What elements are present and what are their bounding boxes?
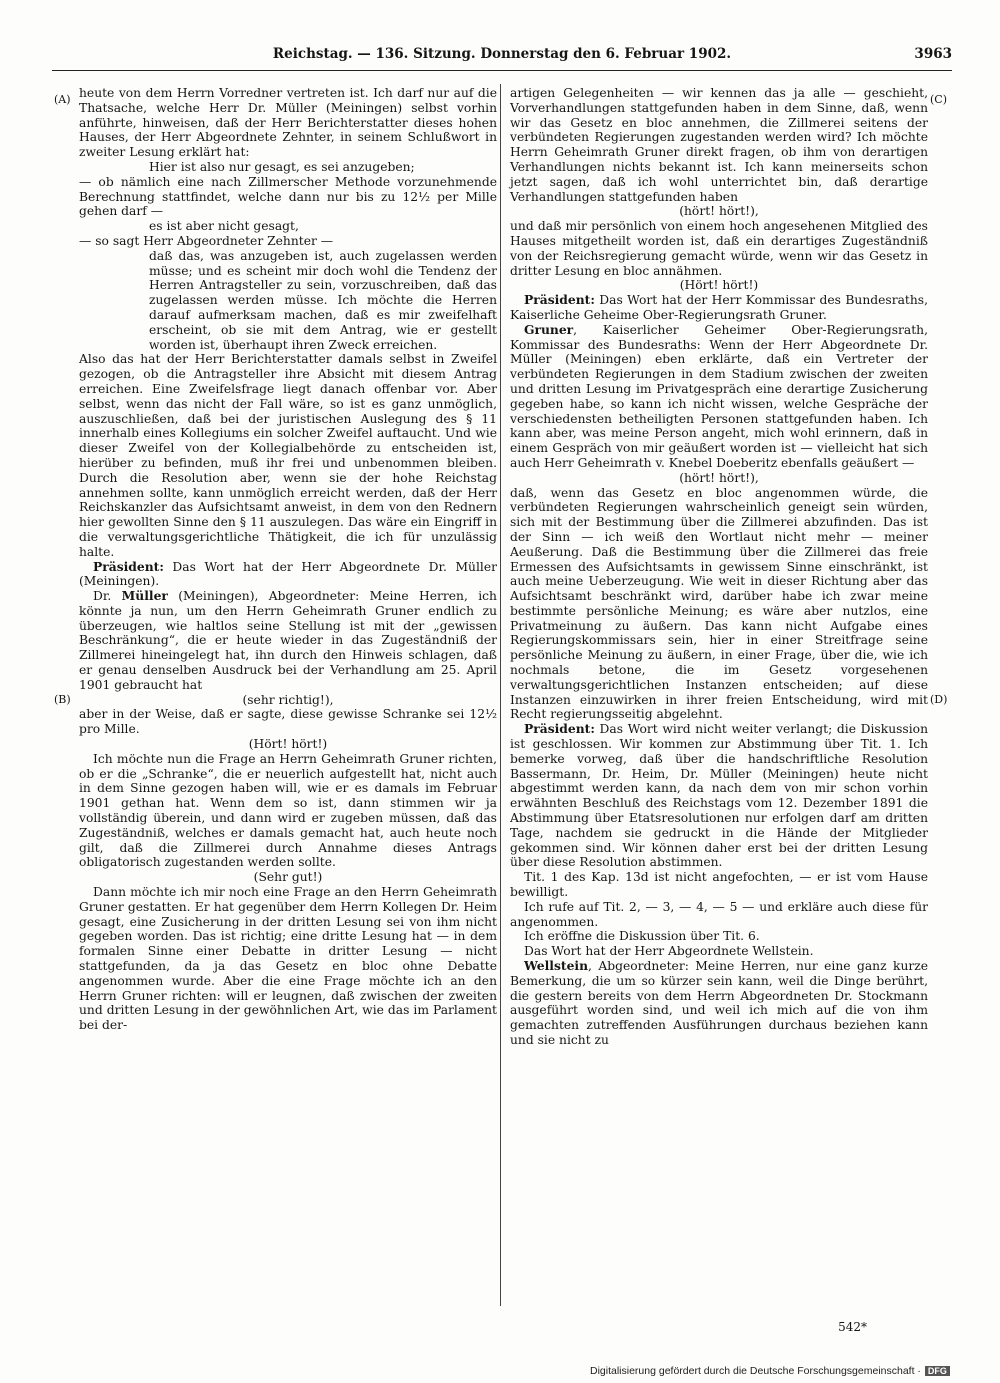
interjection: (hört! hört!), xyxy=(679,470,759,485)
quote-line: — ob nämlich eine nach Zillmerscher Methode vorzunehmende Berechnung stattfindet, welche dann nur bis zu 12½ per Mille gehen darf — xyxy=(79,174,497,219)
speech-text: (Meiningen), Abgeordneter: Meine Herren, ich könnte ja nun, um den Herrn Geheimrath Gruner endlich zu überzeugen, wie haltlos seine Stellung ist mit der „gewissen Beschränkung“, die er heute wieder in das Zugeständniß der Zillmerei hineingelegt hat, ihn durch den Hinweis schlagen, daß er genau denselben Ausdruck bei der Verhandlung am 25. April 1901 gebraucht hat xyxy=(79,589,497,692)
interjection: (hört! hört!), xyxy=(679,204,759,219)
speech-wellstein xyxy=(510,959,928,1048)
paragraph: aber in der Weise, daß er sagte, diese gewisse Schranke sei 12½ pro Mille. xyxy=(79,707,497,737)
paragraph: Ich rufe auf Tit. 2, — 3, — 4, — 5 — und erkläre auch diese für angenommen. xyxy=(510,899,928,929)
speaker-wellstein: Wellstein xyxy=(524,958,589,974)
margin-marker-a: (A) xyxy=(54,93,71,106)
running-title: Reichstag. — 136. Sitzung. Donnerstag den 6. Februar 1902. xyxy=(272,46,732,62)
speech-text: Das Wort wird nicht weiter verlangt; die Diskussion ist geschlossen. Wir kommen zur Abstimmung über Tit. 1. Ich bemerke vorweg, daß über die handschriftliche Resolution Bassermann, Dr. Heim, Dr. Müller (Meiningen) heute nicht abgestimmt werden kann, da nach dem von mir schon vorhin erwähnten Beschluß des Reichstags vom 12. Dezember 1891 die Abstimmung über Etatsresolutionen nur erfolgen darf am dritten Tage, nachdem sie gedruckt in die Hände der Mitglieder gekommen sind. Wir können daher erst bei der dritten Lesung über diese Resolution abstimmen. xyxy=(510,722,928,870)
footer-credit xyxy=(590,1365,950,1377)
speech-text: Das Wort hat der Herr Abgeordnete Dr. Müller (Meiningen). xyxy=(79,559,497,589)
header-rule xyxy=(52,70,952,71)
printer-signature: 542* xyxy=(838,1320,867,1334)
dfg-logo: DFG xyxy=(925,1366,950,1376)
speaker-president: Präsident: xyxy=(93,558,164,574)
quote-line: es ist aber nicht gesagt, xyxy=(149,219,299,234)
margin-marker-c: (C) xyxy=(930,93,947,106)
speaker-mueller: Müller xyxy=(121,588,168,604)
speech-text: , Abgeordneter: Meine Herren, nur eine ganz kurze Bemerkung, die um so kürzer sein kann, weil die Dinge berührt, die gestern bereits von dem Herrn Abgeordneten Dr. Stockmann ausgeführt worden sind, und weil ich mich auf die von ihm gemachten zutreffenden Ausführungen durchaus beziehen kann und sie nicht zu xyxy=(510,959,928,1047)
speech-president xyxy=(79,560,497,590)
interjection: (Hört! hört!) xyxy=(679,278,759,293)
paragraph: heute von dem Herrn Vorredner vertreten ist. Ich darf nur auf die Thatsache, welche Herr Dr. Müller (Meiningen) selbst vorhin anführte, hinweisen, daß der Herr Berichterstatter dieses hohen Hauses, der Herr Abgeordnete Zehnter, in seinem Schlußwort in zweiter Lesung erklärt hat: xyxy=(79,86,497,160)
paragraph: Das Wort hat der Herr Abgeordnete Wellstein. xyxy=(524,944,814,959)
interjection: (sehr richtig!), xyxy=(242,692,334,707)
quote-block: daß das, was anzugeben ist, auch zugelassen werden müsse; und es scheint mir doch wohl die Tendenz der Herren Antragsteller zu sein, vorzuschreiben, daß das zugelassen werden müsse. Ich möchte die Herren darauf aufmerksam machen, daß es mir zweifelhaft erscheint, ob sie mit dem Antrag, wie er gestellt worden ist, überhaupt ihren Zweck erreichen. xyxy=(149,248,497,352)
paragraph: Ich möchte nun die Frage an Herrn Geheimrath Gruner richten, ob er die „Schranke“, die er neuerlich aufgestellt hat, nicht auch in dem Sinne gezogen haben will, wie er es damals im Februar 1901 gethan hat. Wenn dem so ist, dann stimmen wir ja vollständig überein, und dann wird er zugeben müssen, daß das Zugeständniß, welches er damals gemacht hat, auch heute noch gilt, daß die Zillmerei durch Annahme dieses Antrags obligatorisch zugestanden werden sollte. xyxy=(79,751,497,870)
paragraph: Ich eröffne die Diskussion über Tit. 6. xyxy=(524,929,760,944)
speech-text: Das Wort hat der Herr Kommissar des Bundesraths, Kaiserliche Geheime Ober-Regierungsrath Gruner. xyxy=(510,293,928,322)
footer-text: Digitalisierung gefördert durch die Deutsche Forschungsgemeinschaft · xyxy=(590,1365,921,1377)
speech-text: , Kaiserlicher Geheimer Ober-Regierungsrath, Kommissar des Bundesraths: Wenn der Herr Abgeordnete Dr. Müller (Meiningen) eben erklärte, daß ein Vertreter der verbündeten Regierungen in dem Stadium zwischen der zweiten und dritten Lesung im Privatgespräch eine derartige Zusicherung gegeben habe, so kann ich nicht wissen, welche Gespräche der verschiedensten betheiligten Personen stattgefunden haben. Ich kann aber, was meine Person angeht, mich wohl erinnern, daß in einem Gespräch von mir geäußert worden ist — vielleicht hat sich auch Herr Geheimrath v. Knebel Doeberitz ebenfalls geäußert — xyxy=(510,322,928,470)
column-divider xyxy=(500,84,501,1306)
speech-president xyxy=(510,293,928,323)
right-column xyxy=(510,86,928,1048)
speech-mueller xyxy=(79,589,497,693)
margin-marker-b: (B) xyxy=(54,693,71,706)
paragraph: Dann möchte ich mir noch eine Frage an den Herrn Geheimrath Gruner gestatten. Er hat gegenüber dem Herrn Kollegen Dr. Heim gesagt, eine Zusicherung in der dritten Lesung sei von ihm nicht gegeben worden. Das ist richtig; eine dritte Lesung hat — in dem formalen Sinne einer Debatte in dritter Lesung — nicht stattgefunden, da ja das Gesetz en bloc ohne Debatte angenommen wurde. Aber die eine Frage möchte ich an den Herrn Gruner richten: will er leugnen, daß zwischen der zweiten und dritten Lesung in der gewöhnlichen Art, wie das im Parlament bei der- xyxy=(79,885,497,1033)
speech-gruner xyxy=(510,323,928,471)
speaker-president: Präsident: xyxy=(524,721,595,737)
paragraph: Tit. 1 des Kap. 13d ist nicht angefochten, — er ist vom Hause bewilligt. xyxy=(510,870,928,900)
speaker-title: Dr. xyxy=(93,589,112,604)
paragraph: artigen Gelegenheiten — wir kennen das ja alle — geschieht, Vorverhandlungen stattgefunden haben in dem Sinne, daß, wenn wir das Gesetz en bloc annehmen, die Zillmerei seitens der verbündeten Regierungen zugestanden werden wird? Ich möchte Herrn Geheimrath Gruner direkt fragen, ob ihm von derartigen Verhandlungen nichts bekannt ist. Ich kann meinerseits schon jetzt sagen, daß ich wohl unterrichtet bin, daß derartige Verhandlungen stattgefunden haben xyxy=(510,86,928,204)
paragraph: Also das hat der Herr Berichterstatter damals selbst in Zweifel gezogen, ob die Antragsteller ihre Absicht mit diesem Antrag erreichen. Eine Zweifelsfrage liegt danach offenbar vor. Aber selbst, wenn das nicht der Fall wäre, so ist es ganz unmöglich, auszuschließen, daß bei der juristischen Auslegung des § 11 innerhalb eines Kollegiums ein solcher Zweifel auftaucht. Und wie dieser Zweifel von der Kollegialbehörde zu entscheiden ist, hierüber zu befinden, muß ihr frei und unbenommen bleiben. Durch die Resolution aber, wenn sie der hohe Reichstag annehmen sollte, kann unmöglich erreicht werden, daß der Herr Reichskanzler das Aufsichtsamt anweist, in dem von den Rednern hier gewollten Sinne den § 11 auszulegen. Das wäre ein Eingriff in die verwaltungsgerichtliche Thätigkeit, die ich für unzulässig halte. xyxy=(79,352,497,559)
margin-marker-d: (D) xyxy=(930,693,948,706)
paragraph: und daß mir persönlich von einem hoch angesehenen Mitglied des Hauses mitgetheilt worden ist, daß ein derartiges Zugeständniß von der Reichsregierung gemacht würde, wenn wir das Gesetz in dritter Lesung en bloc annähmen. xyxy=(510,219,928,278)
quote-line: Hier ist also nur gesagt, es sei anzugeben; xyxy=(149,159,415,174)
paragraph: daß, wenn das Gesetz en bloc angenommen würde, die verbündeten Regierungen wahrscheinlich geneigt sein würden, sich mit der Bestimmung über die Zillmerei abzufinden. Das ist der Sinn — ich weiß den Wortlaut nicht mehr — meiner Aeußerung. Daß die Bestimmung über die Zillmerei das freie Ermessen des Aufsichtsamts in gewissem Sinne einschränkt, ist auch meine Ueberzeugung. Wie weit in dieser Richtung aber das Aufsichtsamt beschränkt wird, darüber habe ich zwar meine bestimmte persönliche Meinung; es wäre aber nutzlos, eine Privatmeinung zu äußern. Das kann nicht Aufgabe eines Regierungskommissars sein, hier in einer Streitfrage seine persönliche Meinung zu äußern, in einer Frage, über die, wie ich nochmals betone, die im Gesetz vorgesehenen verwaltungsgerichtlichen Instanzen entscheiden; auf diese Instanzen einzuwirken in ihrer freien Entscheidung, wird mit Recht regierungsseitig abgelehnt. xyxy=(510,485,928,722)
interjection: (Hört! hört!) xyxy=(248,737,328,752)
quote-line: — so sagt Herr Abgeordneter Zehnter — xyxy=(79,233,334,248)
page-number: 3963 xyxy=(914,46,952,62)
speaker-president: Präsident: xyxy=(524,292,595,308)
interjection: (Sehr gut!) xyxy=(253,870,323,885)
left-column xyxy=(79,86,497,1033)
speaker-gruner: Gruner xyxy=(524,321,574,337)
speech-president xyxy=(510,722,928,870)
page-header xyxy=(52,46,952,68)
